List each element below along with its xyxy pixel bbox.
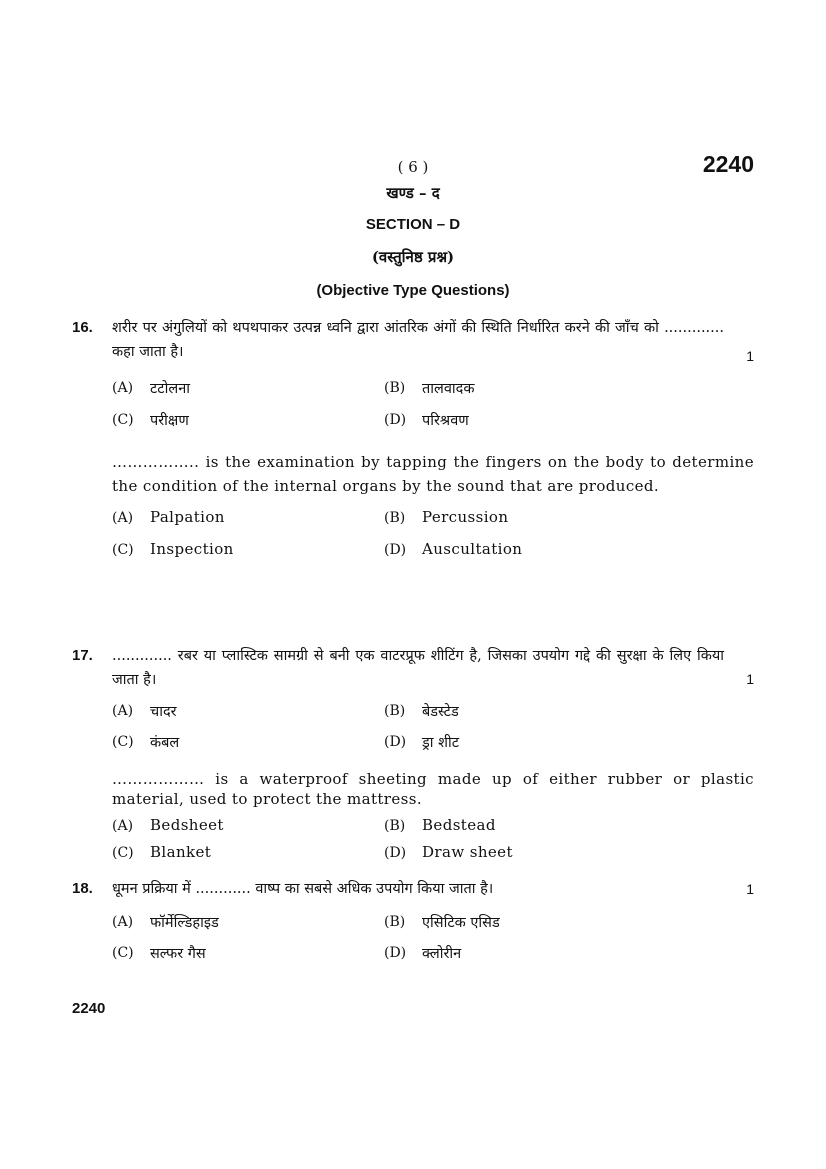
option-text: फॉर्मेल्डिहाइड (150, 915, 219, 931)
subtitle-english: (Objective Type Questions) (316, 282, 510, 299)
question-text-hindi: धूमन प्रक्रिया में ............ वाष्प का सबसे अधिक उपयोग किया जाता है। (112, 881, 494, 897)
option-label: (D) (384, 734, 407, 750)
option-text: Inspection (150, 540, 234, 558)
question-marks: 1 (746, 671, 754, 687)
section-title-hindi: खण्ड – द (386, 184, 440, 202)
question-number: 17. (72, 647, 93, 664)
question-text-english: ……………… is a waterproof sheeting made up of either rubber or plastic material, used to protect the mattress. (112, 770, 754, 808)
option-label: (C) (112, 945, 134, 961)
option-label: (C) (112, 734, 134, 750)
option-text: परीक्षण (150, 413, 189, 429)
option-text: परिश्रवण (422, 413, 469, 429)
option-label: (A) (112, 703, 134, 719)
option-text: Draw sheet (422, 843, 513, 861)
option-label: (B) (384, 818, 406, 834)
question-marks: 1 (746, 348, 754, 364)
option-text: Bedsheet (150, 816, 224, 834)
page-number: ( 6 ) (397, 158, 429, 176)
option-text: Palpation (150, 508, 225, 526)
option-text: क्लोरीन (422, 946, 462, 962)
option-label: (D) (384, 412, 407, 428)
option-text: तालवादक (422, 381, 475, 397)
question-number: 16. (72, 319, 93, 336)
option-label: (C) (112, 412, 134, 428)
option-label: (C) (112, 845, 134, 861)
option-text: एसिटिक एसिड (422, 915, 500, 931)
option-label: (D) (384, 945, 407, 961)
option-text: चादर (150, 704, 177, 720)
question-number: 18. (72, 880, 93, 897)
paper-code-footer: 2240 (72, 1000, 106, 1017)
option-text: Blanket (150, 843, 212, 861)
option-text: Bedstead (422, 816, 496, 834)
option-text: सल्फर गैस (150, 946, 206, 962)
subtitle-hindi: (वस्तुनिष्ठ प्रश्न) (371, 248, 455, 266)
paper-code-header: 2240 (702, 151, 754, 177)
option-label: (A) (112, 510, 134, 526)
option-label: (B) (384, 380, 406, 396)
option-label: (B) (384, 703, 406, 719)
option-label: (B) (384, 914, 406, 930)
option-text: Auscultation (422, 540, 523, 558)
option-text: बेडस्टेड (422, 704, 459, 720)
option-text: ड्रा शीट (422, 735, 460, 751)
option-text: टटोलना (150, 381, 191, 397)
option-label: (D) (384, 542, 407, 558)
question-text-hindi: शरीर पर अंगुलियों को थपथपाकर उत्पन्न ध्वनि द्वारा आंतरिक अंगों की स्थिति निर्धारित करने की जाँच को ............. कहा जाता है। (112, 320, 724, 360)
question-text-english: …………….. is the examination by tapping the fingers on the body to determine the condition of the internal organs by the sound that are produced. (112, 453, 754, 495)
option-label: (B) (384, 510, 406, 526)
option-label: (C) (112, 542, 134, 558)
question-text-hindi: ............. रबर या प्लास्टिक सामग्री से बनी एक वाटरप्रूफ शीटिंग है, जिसका उपयोग गद्दे की सुरक्षा के लिए किया जाता है। (112, 648, 724, 688)
option-label: (A) (112, 818, 134, 834)
section-title-english: SECTION – D (365, 216, 461, 233)
option-text: कंबल (150, 735, 180, 751)
option-text: Percussion (422, 508, 509, 526)
option-label: (D) (384, 845, 407, 861)
option-label: (A) (112, 380, 134, 396)
question-marks: 1 (746, 881, 754, 897)
option-label: (A) (112, 914, 134, 930)
